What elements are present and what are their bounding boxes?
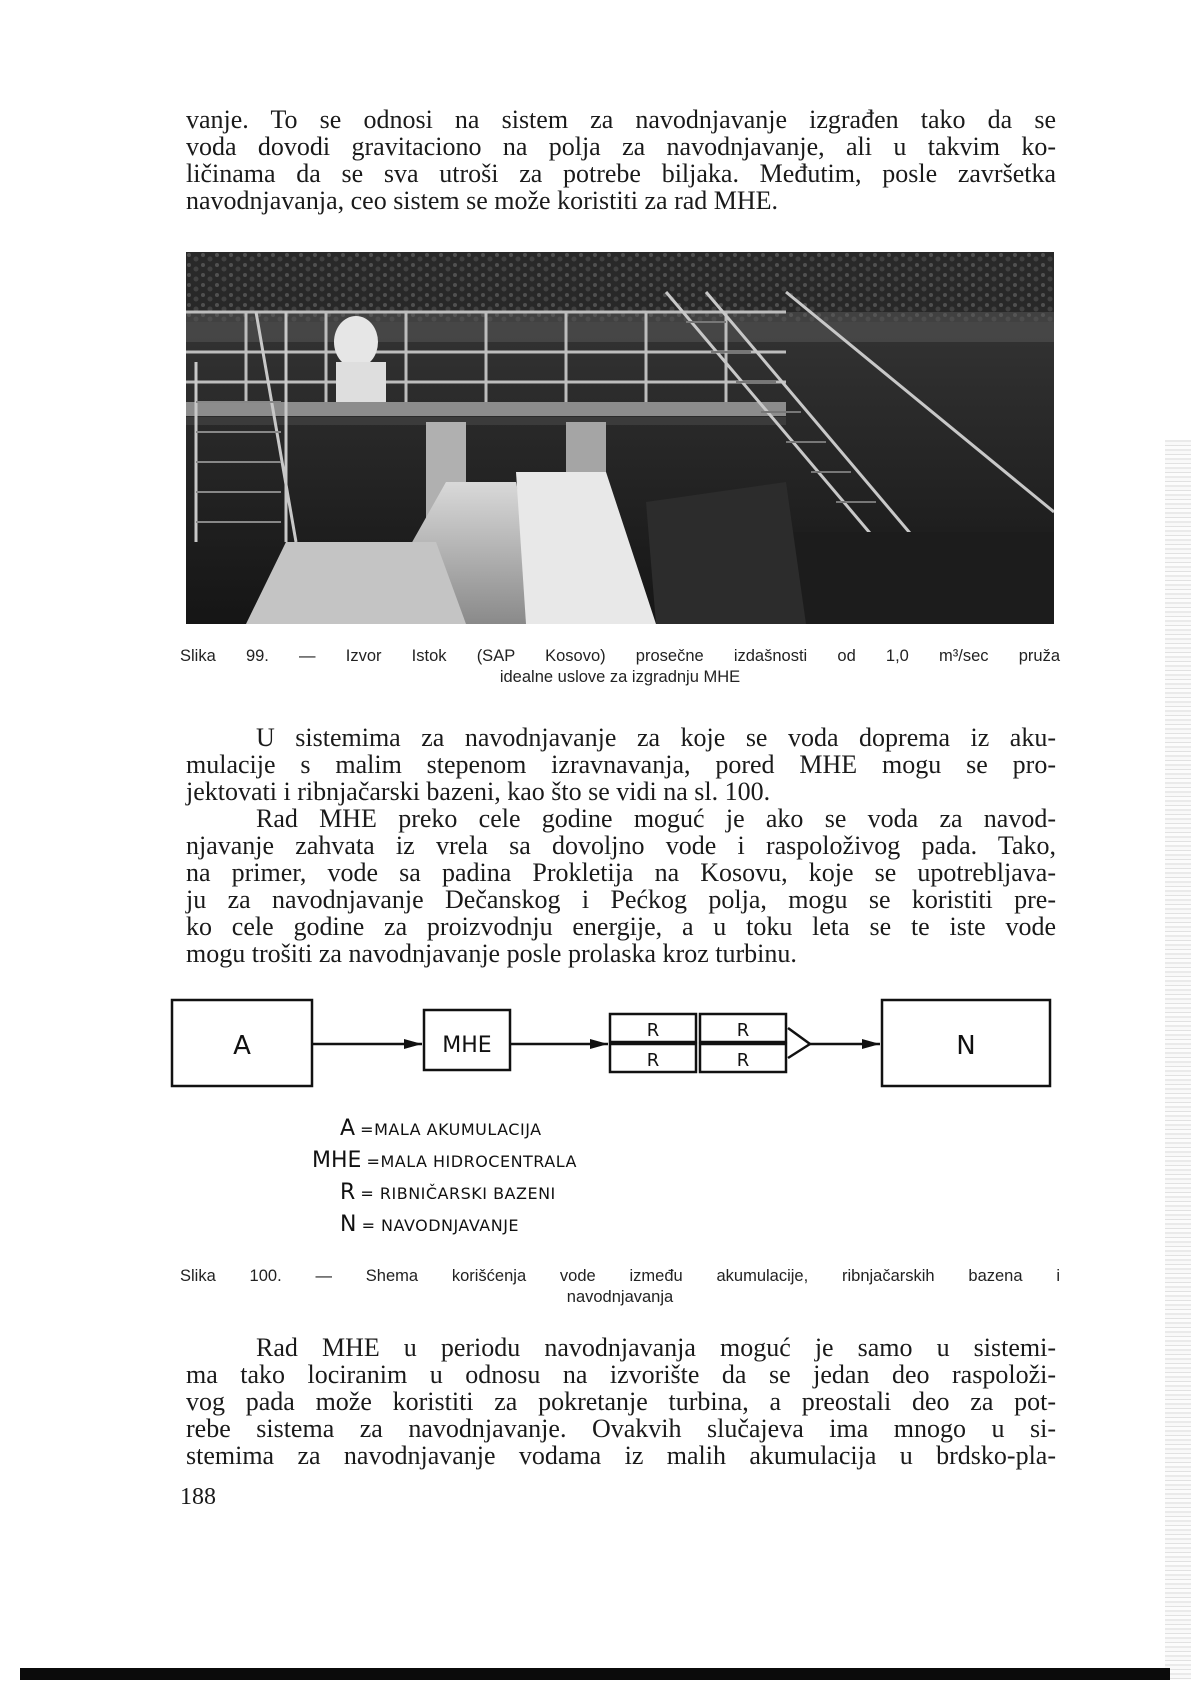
- figure-100-caption: [180, 1266, 1060, 1308]
- box-mhe-label: MHE: [442, 1033, 492, 1058]
- legend-item: [340, 1116, 542, 1141]
- arrowhead: [404, 1039, 422, 1049]
- legend-value: =MALA HIDROCENTRALA: [366, 1152, 577, 1171]
- photo-izvor-istok: [186, 252, 1054, 624]
- box-r2-label: R: [736, 1020, 750, 1041]
- legend-key: MHE: [312, 1148, 362, 1173]
- text-line: na primer, vode sa padina Prokletija na Kosovu, koje se upotrebljava-: [186, 858, 1056, 887]
- text-line: stemima za navodnjavanje vodama iz malih akumulacija u brdsko-pla-: [186, 1441, 1056, 1470]
- box-r1-label: R: [646, 1020, 660, 1041]
- text-line: njavanje zahvata iz vrela sa dovoljno vode i raspoloživog pada. Tako,: [186, 831, 1056, 860]
- text-line: U sistemima za navodnjavanje za koje se voda doprema iz aku-: [256, 723, 1056, 752]
- paragraph-2: [186, 724, 1056, 805]
- legend-item: [312, 1148, 577, 1173]
- text-line: ko cele godine za proizvodnju energije, a u toku leta se te iste vode: [186, 912, 1056, 941]
- legend-item: [340, 1180, 556, 1205]
- paragraph-3: [186, 805, 1056, 967]
- box-n-label: N: [956, 1031, 976, 1061]
- legend-key: N: [340, 1212, 357, 1237]
- legend-value: = NAVODNJAVANJE: [361, 1216, 520, 1235]
- legend-key: A: [340, 1116, 356, 1141]
- scan-bottom-bar: [20, 1668, 1170, 1680]
- text-line: mulacije s malim stepenom izravnavanja, pored MHE mogu se pro-: [186, 750, 1056, 779]
- legend-value: = RIBNIČARSKI BAZENI: [360, 1184, 556, 1203]
- paragraph-1: [186, 106, 1056, 214]
- caption-line: idealne uslove za izgradnju MHE: [499, 668, 741, 686]
- page-number: 188: [180, 1484, 216, 1510]
- caption-line: Slika 99. — Izvor Istok (SAP Kosovo) prosečne izdašnosti od 1,0 m³/sec pruža: [180, 647, 1060, 665]
- arrowhead: [862, 1039, 880, 1049]
- text-line: mogu trošiti za navodnjavanje posle prolaska kroz turbinu.: [186, 939, 797, 968]
- figure-99-caption: [180, 646, 1060, 688]
- paragraph-4: [186, 1334, 1056, 1469]
- legend-key: R: [340, 1180, 356, 1205]
- box-a-label: A: [233, 1031, 251, 1061]
- text-line: voda dovodi gravitaciono na polja za navodnjavanje, ali u takvim ko-: [186, 132, 1056, 161]
- scan-edge-noise: [1165, 440, 1191, 1680]
- text-line: jektovati i ribnjačarski bazeni, kao što se vidi na sl. 100.: [186, 777, 771, 806]
- arrowhead: [590, 1039, 608, 1049]
- text-line: vanje. To se odnosi na sistem za navodnjavanje izgrađen tako da se: [186, 105, 1056, 134]
- caption-line: Slika 100. — Shema korišćenja vode između akumulacije, ribnjačarskih bazena i: [180, 1267, 1060, 1285]
- text-line: ma tako lociranim u odnosu na izvorište da se jedan deo raspoloži-: [186, 1360, 1056, 1389]
- text-line: ličinama da se sva utroši za potrebe biljaka. Međutim, posle završetka: [186, 159, 1056, 188]
- text-line: vog pada može koristiti za pokretanje turbina, a preostali deo za pot-: [186, 1387, 1056, 1416]
- text-line: navodnjavanja, ceo sistem se može koristiti za rad MHE.: [186, 186, 779, 215]
- flow-diagram: [170, 996, 1070, 1096]
- text-line: rebe sistema za navodnjavanje. Ovakvih slučajeva ima mnogo u si-: [186, 1414, 1056, 1443]
- caption-line: navodnjavanja: [566, 1288, 674, 1306]
- legend-item: [340, 1212, 519, 1237]
- text-line: Rad MHE u periodu navodnjavanja moguć je samo u sistemi-: [256, 1333, 1056, 1362]
- text-line: Rad MHE preko cele godine moguć je ako se voda za navod-: [256, 804, 1056, 833]
- text-line: ju za navodnjavanje Dečanskog i Pećkog polja, mogu se koristiti pre-: [186, 885, 1056, 914]
- box-r3-label: R: [646, 1050, 660, 1071]
- legend-value: =MALA AKUMULACIJA: [360, 1120, 542, 1139]
- box-r4-label: R: [736, 1050, 750, 1071]
